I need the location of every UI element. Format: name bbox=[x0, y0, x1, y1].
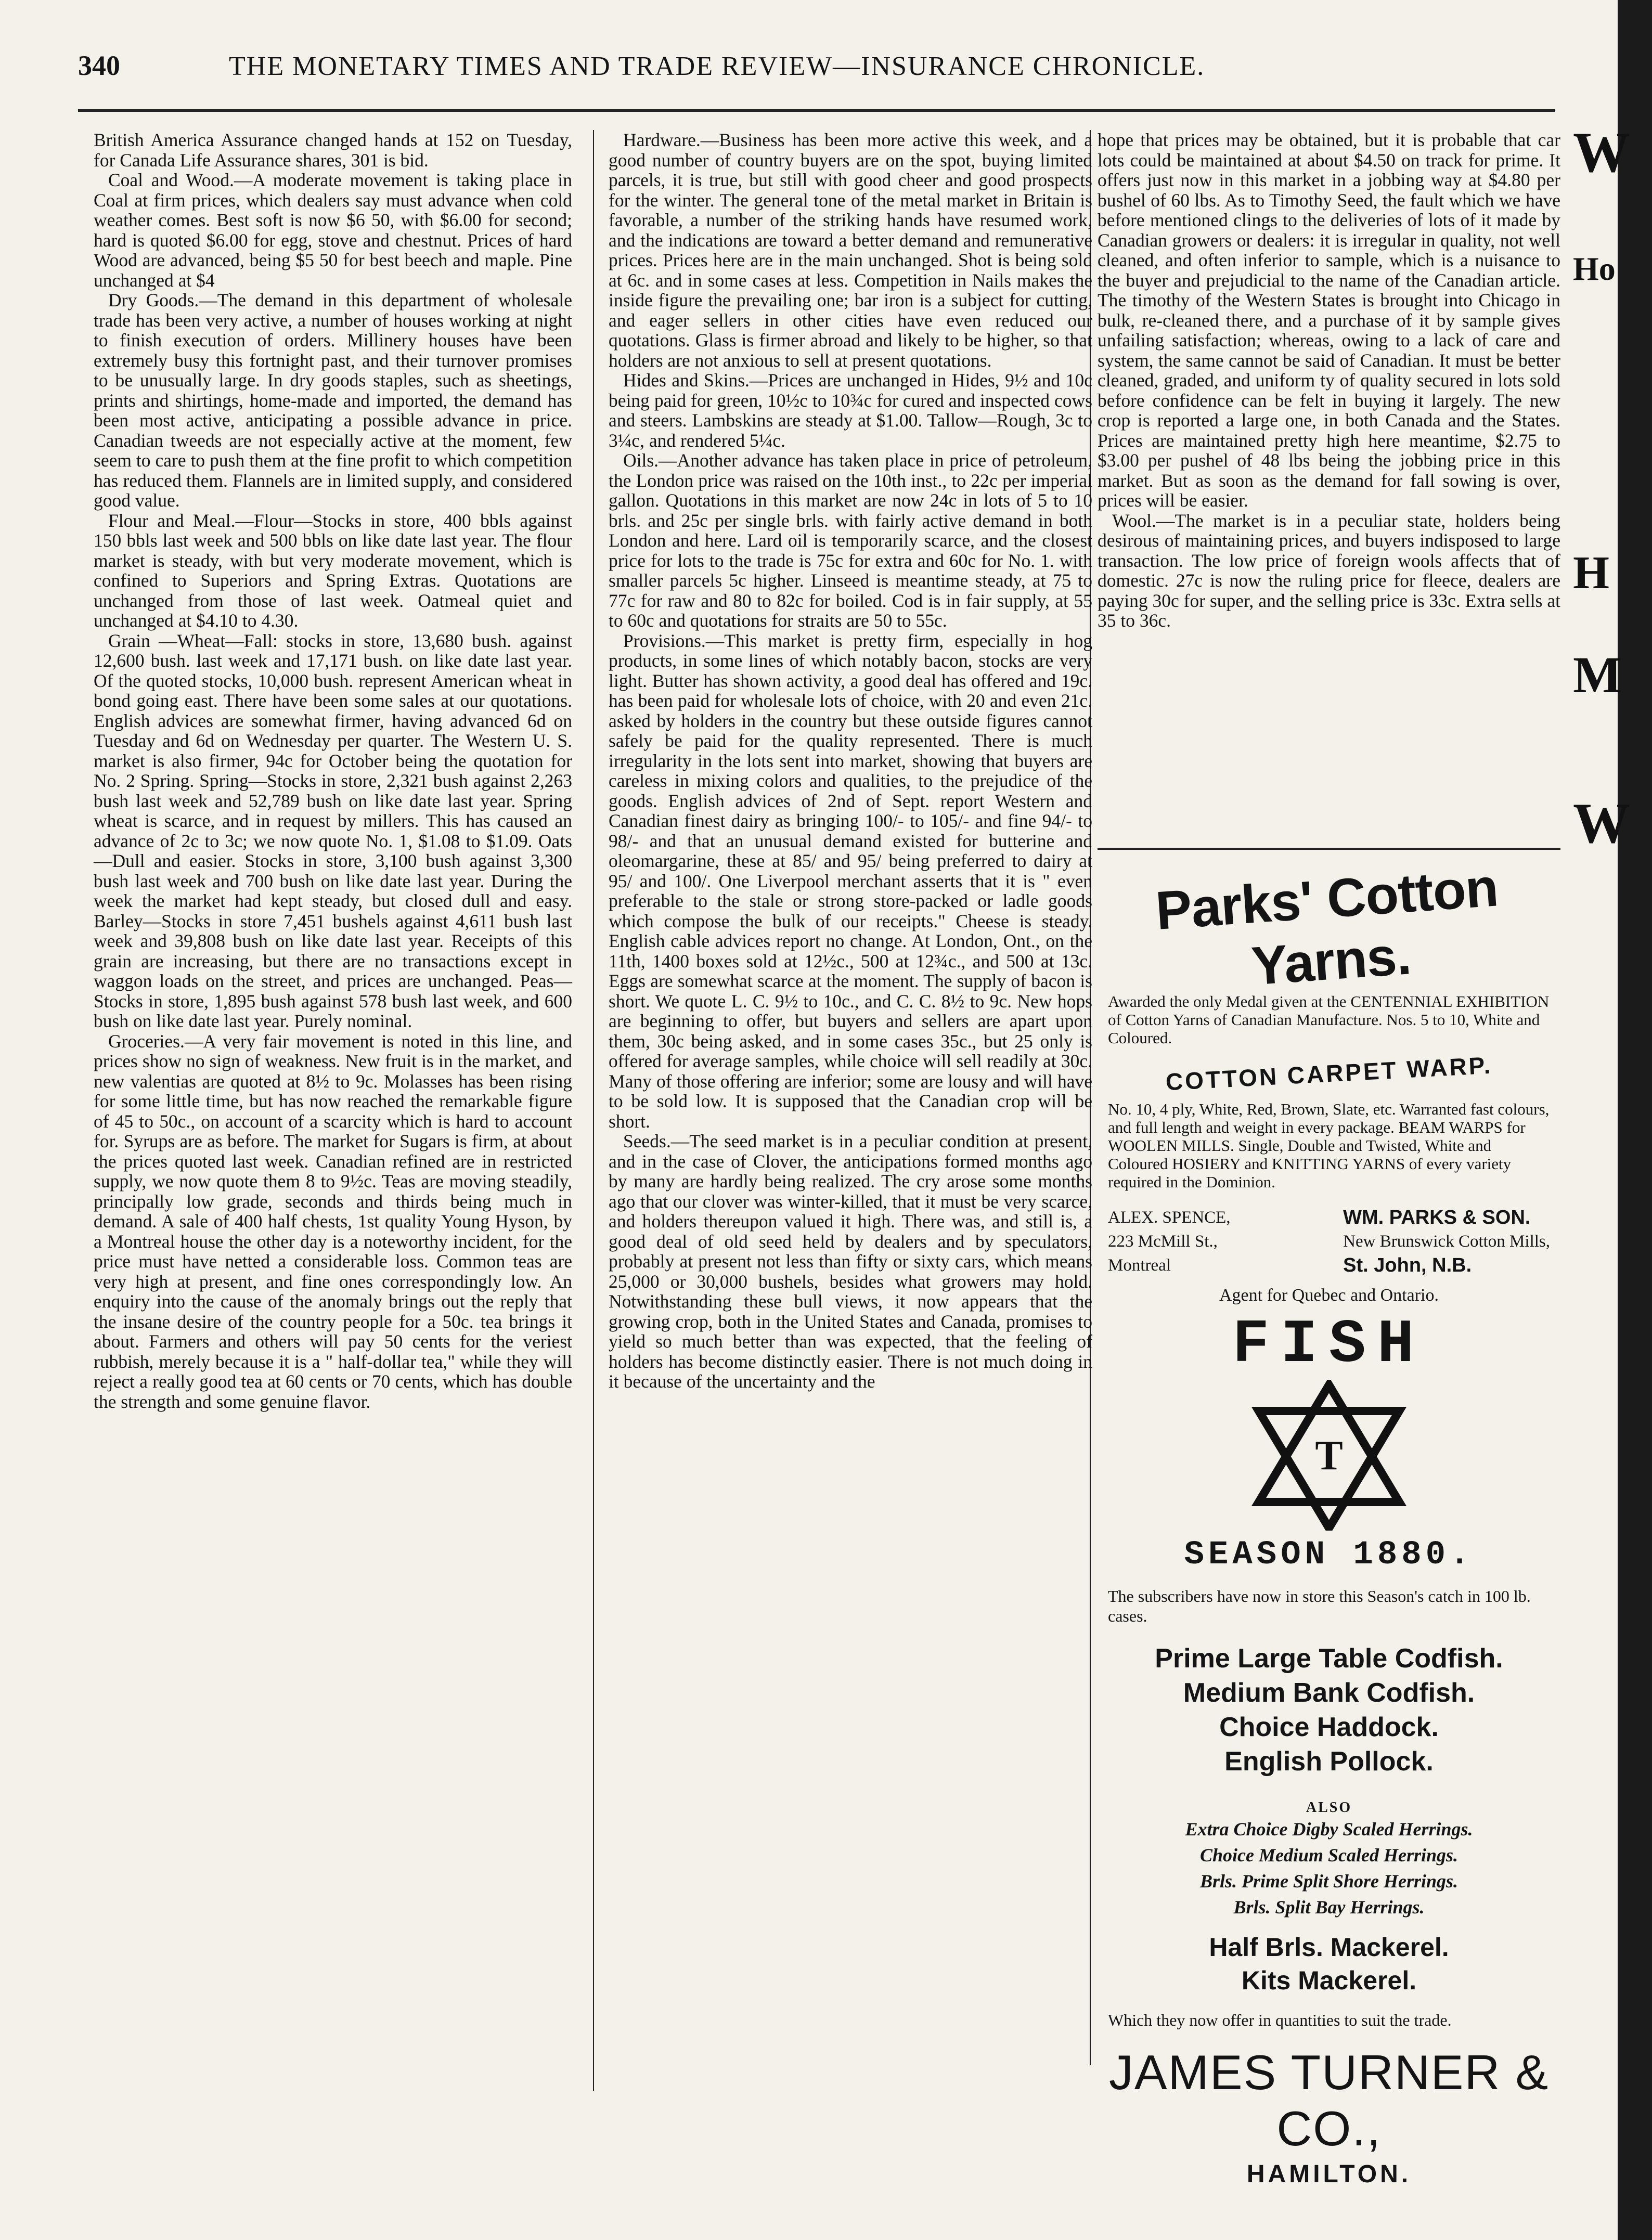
ad-title: Parks' Cotton Yarns. bbox=[1154, 857, 1500, 997]
article-seeds: Seeds.—The seed market is in a peculiar condition at present, and in the case of Clover, the anticipations formed months ago by many are hardly being realized. The cry arose some months ago that our clover was winter-killed, that it must be very scarce, and holders thereupon valued it high. There was, and still is, a good deal of old seed held by dealers and by speculators, probably at present not less than fifty or sixty cars, which means 25,000 or 30,000 bushels, besides what growers may hold. Notwithstanding these bull views, it now appears that the growing crop, both in the United States and Canada, promises to yield so much better than was expected, that the feeling of holders has become distinctly easier. There is not much doing in it because of the uncertainty and the bbox=[609, 1131, 1092, 1392]
ad-agent-line: Agent for Quebec and Ontario. bbox=[1219, 1286, 1439, 1305]
header-rule bbox=[78, 109, 1555, 112]
fish-intro: The subscribers have now in store this Season's catch in 100 lb. cases. bbox=[1108, 1587, 1531, 1625]
margin-fragment: W bbox=[1573, 792, 1630, 855]
ad-addresses bbox=[1098, 1206, 1560, 1277]
fish-item: Kits Mackerel. bbox=[1241, 1966, 1417, 1995]
ad-subtitle: COTTON CARPET WARP. bbox=[1165, 1051, 1493, 1096]
page-title: THE MONETARY TIMES AND TRADE REVIEW—INSURANCE CHRONICLE. bbox=[229, 51, 1205, 81]
margin-fragment: M bbox=[1573, 646, 1622, 704]
fish-title: FISH bbox=[1232, 1311, 1426, 1380]
fish-item: Brls. Split Bay Herrings. bbox=[1233, 1897, 1425, 1918]
star-letter: T bbox=[1315, 1433, 1343, 1479]
fish-item: Choice Haddock. bbox=[1219, 1712, 1439, 1742]
fish-item: Extra Choice Digby Scaled Herrings. bbox=[1185, 1819, 1473, 1840]
james-turner-fish-ad bbox=[1098, 1311, 1560, 2188]
ad-description: No. 10, 4 ply, White, Red, Brown, Slate, etc. Warranted fast colours, and full length and weight in every package. BEAM WARPS for WOOLEN MILLS. Single, Double and Twisted, White and Coloured HOSIERY and KNITTING YARNS of every variety required in the Dominion. bbox=[1108, 1100, 1550, 1191]
maker-address bbox=[1343, 1206, 1550, 1277]
maker-mills: New Brunswick Cotton Mills, bbox=[1343, 1232, 1550, 1251]
fish-item: Prime Large Table Codfish. bbox=[1155, 1643, 1503, 1674]
agent-city: Montreal bbox=[1108, 1256, 1171, 1275]
star-trademark-icon bbox=[1251, 1380, 1407, 1531]
fish-offer-text: Which they now offer in quantities to suit the trade. bbox=[1108, 2011, 1452, 2029]
column-2 bbox=[609, 130, 1092, 1392]
article-paragraph: British America Assurance changed hands at 152 on Tuesday, for Canada Life Assurance shares, 301 is bid. bbox=[94, 130, 572, 171]
article-wool: Wool.—The market is in a peculiar state, holders being desirous of maintaining prices, and buyers indisposed to large transaction. The low price of foreign wools affects that of domestic. 27c is now the ruling price for fleece, dealers are paying 30c for super, and the selling price is 33c. Extra sells at 35 to 36c. bbox=[1098, 510, 1560, 631]
maker-city: St. John, N.B. bbox=[1343, 1254, 1472, 1276]
article-flour-meal: Flour and Meal.—Flour—Stocks in store, 400 bbls against 150 bbls last week and 500 bbls on like date last year. The flour market is steady, with but very moderate movement, which is confined to Superiors and Spring Extras. Quotations are unchanged from those of last week. Oatmeal quiet and unchanged at $4.10 to 4.30. bbox=[94, 510, 572, 631]
ad-rule bbox=[1098, 848, 1560, 850]
fish-item: Half Brls. Mackerel. bbox=[1209, 1933, 1449, 1962]
fish-item: Medium Bank Codfish. bbox=[1183, 1678, 1475, 1708]
article-groceries: Groceries.—A very fair movement is noted in this line, and prices show no sign of weakness. New fruit is in the market, and new valentias are quoted at 8½ to 9c. Molasses has been rising for some little time, but has now reached the remarkable figure of 45 to 50c., on account of a scarcity which is hard to account for. Syrups are as before. The market for Sugars is firm, at about the prices quoted last week. Canadian refined are in restricted supply, we now quote them 8 to 9½c. Teas are moving steadily, principally low grade, seconds and thirds being much in demand. A sale of 400 half chests, 1st quality Young Hyson, by a Montreal house the other day is a noteworthy incident, for the price must have netted a considerable loss. Common teas are very high at present, and fine ones correspondingly low. An enquiry into the cause of the anomaly brings out the reply that the insane desire of the country people for a 50c. tea brings it about. Farmers and others will pay 50 cents for the veriest rubbish, merely because it is a " half-dollar tea," while they will reject a really good tea at 60 cents or 70 cents, which has double the strength and some genuine flavor. bbox=[94, 1030, 572, 1412]
agent-street: 223 McMill St., bbox=[1108, 1232, 1218, 1251]
fish-items-herrings bbox=[1098, 1816, 1560, 1920]
fish-items-primary bbox=[1098, 1641, 1560, 1779]
margin-fragment: W bbox=[1573, 121, 1630, 184]
article-provisions: Provisions.—This market is pretty firm, especially in hog products, in some lines of which notably bacon, stocks are very light. Butter has shown activity, a good deal has offered and 19c. has been paid for wholesale lots of choice, with 20 and even 21c. asked by holders in the country but these outside figures cannot safely be paid for the quality represented. There is much irregularity in the lots sent into market, showing that buyers are careless in mixing colors and qualities, to the prejudice of the goods. English advices of 2nd of Sept. report Western and Canadian finest dairy as bringing 100/- to 105/- and fine 94/- to 98/- and that an unusual demand existed for butterine and oleomargarine, these at 85/ and 95/ being preferred to dairy at 95/ and 100/. One Liverpool merchant asserts that it is " even preferable to the stale or strong store-packed or ladle goods which compose the bulk of our receipts." Cheese is steady. English cable advices report no change. At London, Ont., on the 11th, 1400 boxes sold at 12½c., 500 at 12¾c., and 500 at 13c. Eggs are somewhat scarce at the moment. The supply of bacon is short. We quote L. C. 9½ to 10c., and C. C. 8½ to 9c. New hops are beginning to offer, but buyers and sellers are apart upon them, 30c being asked, and in some cases 35c., but 25 only is offered for average samples, while choice will sell readily at 30c. Many of those offering are inferior; some are lousy and will have to be sold low. It is supposed that the Canadian crop will be short. bbox=[609, 630, 1092, 1132]
margin-fragment: H bbox=[1573, 547, 1610, 599]
article-coal-wood: Coal and Wood.—A moderate movement is taking place in Coal at firm prices, which dealers say must advance when cold weather comes. Best soft is now $6 50, with $6.00 for second; hard is quoted $6.00 for egg, stove and chestnut. Prices of hard Wood are advanced, being $5 50 for best beech and maple. Pine unchanged at $4 bbox=[94, 170, 572, 291]
column-1 bbox=[94, 130, 572, 1412]
fish-item: Choice Medium Scaled Herrings. bbox=[1199, 1845, 1459, 1866]
also-label: ALSO bbox=[1306, 1799, 1352, 1816]
page-number: 340 bbox=[78, 50, 120, 81]
season-line: SEASON 1880. bbox=[1184, 1536, 1474, 1574]
adjacent-page-edge bbox=[1566, 0, 1652, 2240]
article-grain: Grain —Wheat—Fall: stocks in store, 13,680 bush. against 12,600 bush. last week and 17,171 bush. on like date last year. Of the quoted stocks, 10,000 bush. represent American wheat in bond going east. There have been some sales at our quotations. English advices are somewhat firmer, having advanced 6d on Tuesday and 6d on Wednesday per quarter. The Western U. S. market is also firmer, 94c for October being the quotation for No. 2 Spring. Spring—Stocks in store, 2,321 bush against 2,263 bush last week and 52,789 bush on like date last year. Spring wheat is scarce, and in request by millers. This has caused an advance of 2c to 3c; we now quote No. 1, $1.08 to $1.09. Oats—Dull and easier. Stocks in store, 3,100 bush against 3,300 bush last week and 700 bush on like date last year. During the week the market had kept steady, but closed dull and easy. Barley—Stocks in store 7,451 bushels against 4,611 bush last week and 39,808 bush on like date last year. Receipts of this grain are increasing, but there are no transactions except in waggon loads on the street, and prices are unchanged. Peas—Stocks in store, 1,895 bush against 578 bush last week, and 600 bush on like date last year. Purely nominal. bbox=[94, 630, 572, 1031]
fish-item: English Pollock. bbox=[1224, 1746, 1434, 1777]
margin-fragment: Ho bbox=[1573, 250, 1616, 287]
page-gutter-shadow bbox=[1618, 0, 1652, 2240]
maker-name: WM. PARKS & SON. bbox=[1343, 1207, 1531, 1228]
ad-awarded-text: Awarded the only Medal given at the CENTENNIAL EXHIBITION of Cotton Yarns of Canadian Manufacture. Nos. 5 to 10, White and Coloured. bbox=[1108, 992, 1550, 1047]
agent-name: ALEX. SPENCE, bbox=[1108, 1208, 1231, 1227]
fish-items-mackerel bbox=[1098, 1931, 1560, 1997]
article-hides-skins: Hides and Skins.—Prices are unchanged in Hides, 9½ and 10c being paid for green, 10½c to 10¾c for cured and inspected cows and steers. Lambskins are steady at $1.00. Tallow—Rough, 3c to 3¼c, and rendered 5¼c. bbox=[609, 370, 1092, 451]
article-seeds-continued: hope that prices may be obtained, but it is probable that car lots could be maintained at about $4.50 on track for prime. It offers just now in this market in a jobbing way at $4.80 per bushel of 60 lbs. As to Timothy Seed, the fault which we have before mentioned clings to the deliveries of lots of it made by Canadian growers or dealers: it is irregular in quality, not well cleaned, and often inferior to sample, which is a nuisance to the buyer and prejudicial to the name of the Canadian article. The timothy of the Western States is brought into Chicago in bulk, re-cleaned there, and a purchase of it by sample gives unfailing satisfaction; whereas, owing to a lack of care and system, the same cannot be said of Canadian. It must be better cleaned, graded, and uniform ty of quality secured in lots sold before confidence can be felt in buying it largely. The new crop is reported a large one, in both Canada and the States. Prices are maintained pretty high here meantime, $2.75 to $3.00 per pushel of 48 lbs being the jobbing price in this market. But as soon as the demand for fall sowing is over, prices will be easier. bbox=[1098, 130, 1560, 511]
agent-address bbox=[1108, 1206, 1231, 1277]
column-rule-1 bbox=[593, 130, 594, 2091]
article-dry-goods: Dry Goods.—The demand in this department of wholesale trade has been very active, a number of houses working at night to finish execution of orders. Millinery houses have been extremely busy this fortnight past, and their turnover promises to be unusually large. In dry goods staples, such as sheetings, prints and shirtings, home-made and imported, the demand has been most active, anticipating a possible advance in price. Canadian tweeds are not especially active at the moment, few seem to care to push them at the fine profit to which competition has reduced them. Flannels are in limited supply, and considered good value. bbox=[94, 290, 572, 511]
firm-city: HAMILTON. bbox=[1246, 2160, 1412, 2188]
page-header bbox=[78, 49, 1534, 96]
article-hardware: Hardware.—Business has been more active this week, and a good number of country buyers are on the spot, buying limited parcels, it is true, but still with good cheer and good prospects for the winter. The general tone of the metal market in Britain is favorable, a number of the striking hands have resumed work, and the indications are toward a better demand and remunerative prices. Prices here are in the main unchanged. Shot is being sold at 6c. and in some cases at less. Competition in Nails makes the inside figure the prevailing one; bar iron is a subject for cutting, and eager sellers in other cities have even reduced our quotations. Glass is firmer abroad and likely to be higher, so that holders are not anxious to sell at present quotations. bbox=[609, 130, 1092, 371]
fish-item: Brls. Prime Split Shore Herrings. bbox=[1199, 1871, 1459, 1892]
firm-name: JAMES TURNER & CO., bbox=[1108, 2045, 1550, 2156]
column-3 bbox=[1098, 130, 1560, 832]
article-oils: Oils.—Another advance has taken place in price of petroleum, the London price was raised on the 10th inst., to 22c per imperial gallon. Quotations in this market are now 24c in lots of 5 to 10 brls. and 25c per single brls. with fairly active demand in both London and here. Lard oil is temporarily scarce, and the closest price for lots to the trade is 75c for extra and 60c for No. 1. with smaller parcels 5c higher. Linseed is meantime steady, at 75 to 77c for raw and 80 to 82c for boiled. Cod is in fair supply, at 55 to 60c and quotations for straits are 50 to 55c. bbox=[609, 450, 1092, 631]
